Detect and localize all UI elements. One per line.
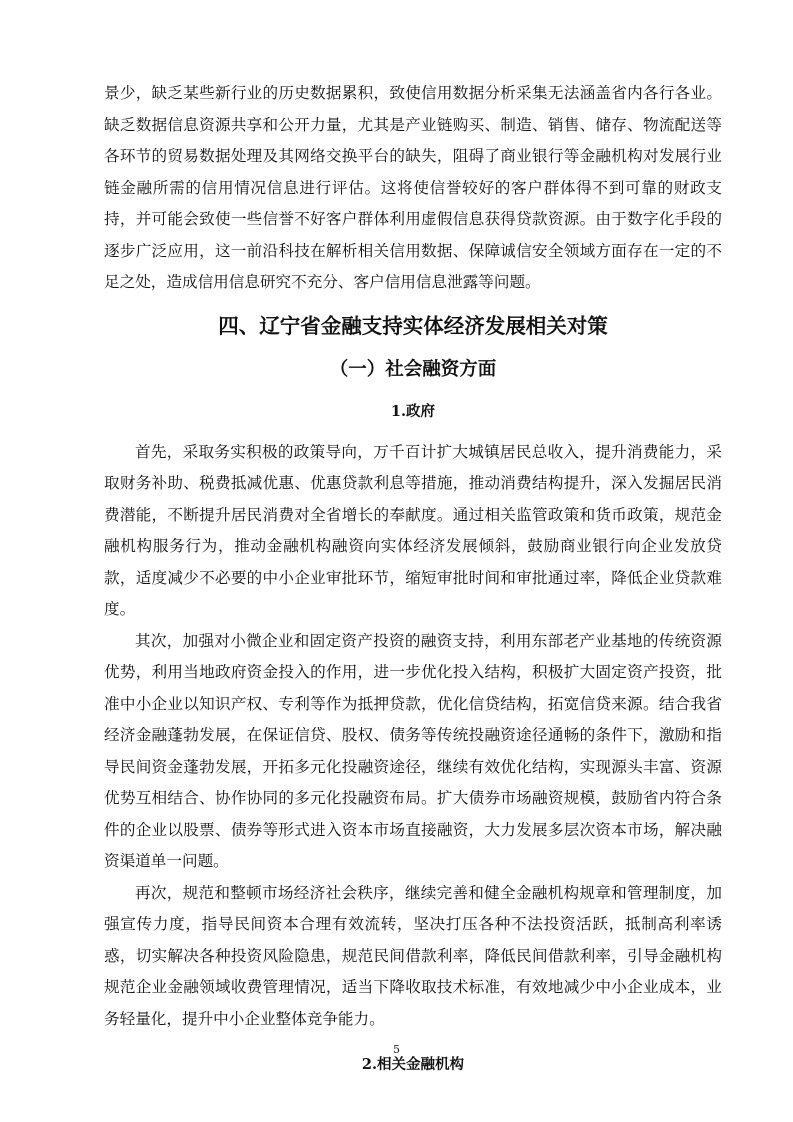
subsection-heading: （一）社会融资方面 — [329, 358, 497, 380]
paragraph-third: 再次，规范和整顿市场经济社会秩序，继续完善和健全金融机构规章和管理制度，加强宣传力度，指导民间资本合理有效流转，坚决打压各种不法投资活跃，抵制高利率诱惑，切实解决各种投资风险隐患，规范民间借款利率，降低民间借款利率，引导金融机构规范企业金融领域收费管理情况，适当下降收取技术标准，有效地减少中小企业成本，业务轻量化，提升中小企业整体竞争能力。 — [104, 883, 722, 1028]
section-heading: 四、辽宁省金融支持实体经济发展相关对策 — [218, 313, 608, 338]
continuation-paragraph: 景少，缺乏某些新行业的历史数据累积，致使信用数据分析采集无法涵盖省内各行各业。缺乏数据信息资源共享和公开力量，尤其是产业链购买、制造、销售、储存、物流配送等各环节的贸易数据处理及其网络交换平台的缺失，阻碍了商业银行等金融机构对发展行业链金融所需的信用情况信息进行评估。这将使信誉较好的客户群体得不到可靠的财政支持，并可能会致使一些信誉不好客户群体利用虚假信息获得贷款资源。由于数字化手段的逐步广泛应用，这一前沿科技在解析相关信用数据、保障诚信安全领域方面存在一定的不足之处，造成信用信息研究不充分、客户信用信息泄露等问题。 — [104, 84, 722, 291]
page-number: 5 — [393, 1043, 400, 1056]
paragraph-second: 其次，加强对小微企业和固定资产投资的融资支持，利用东部老产业基地的传统资源优势，利用当地政府资金投入的作用，进一步优化投入结构，积极扩大固定资产投资，批准中小企业以知识产权、专利等作为抵押贷款，优化信贷结构，拓宽信贷来源。结合我省经济金融蓬勃发展，在保证信贷、股权、债务等传统投融资途径通畅的条件下，激励和指导民间资金蓬勃发展，开拓多元化投融资途径，继续有效优化结构，实现源头丰富、资源优势互相结合、协作协同的多元化投融资布局。扩大债券市场融资规模，鼓励省内符合条件的企业以股票、债券等形式进入资本市场直接融资，大力发展多层次资本市场，解决融资渠道单一问题。 — [104, 631, 722, 870]
paragraph-first: 首先，采取务实积极的政策导向，万千百计扩大城镇居民总收入，提升消费能力，采取财务补助、税费抵减优惠、优惠贷款利息等措施，推动消费结构提升，深入发掘居民消费潜能，不断提升居民消费对全省增长的奉献度。通过相关监管政策和货币政策，规范金融机构服务行为，推动金融机构融资向实体经济发展倾斜，鼓励商业银行向企业发放贷款，适度减少不必要的中小企业审批环节，缩短审批时间和审批通过率，降低企业贷款难度。 — [104, 442, 722, 618]
sub-subsection-heading-government: 1.政府 — [390, 402, 436, 420]
page-content — [104, 78, 722, 1078]
sub-subsection-heading-financial-institutions: 2.相关金融机构 — [361, 1056, 465, 1073]
